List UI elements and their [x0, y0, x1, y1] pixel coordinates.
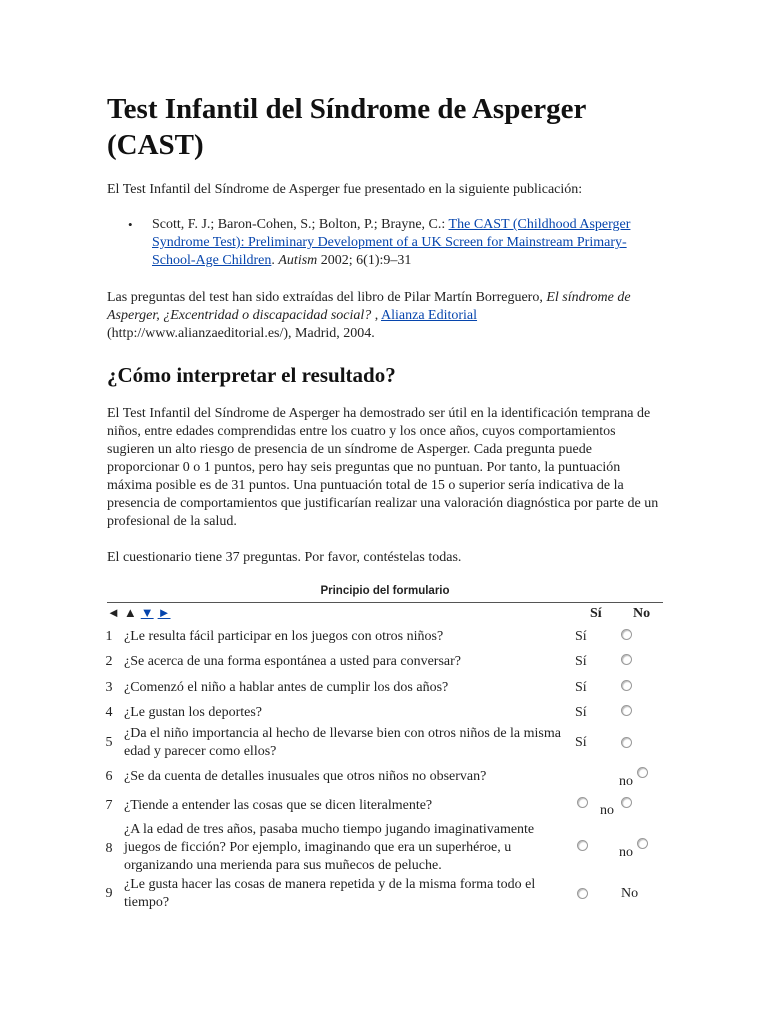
question-count-text: El cuestionario tiene 37 preguntas. Por favor, contéstelas todas.	[107, 550, 462, 565]
form-nav-row	[107, 604, 663, 624]
question-number: 2	[105, 654, 113, 669]
reference-list	[107, 216, 662, 270]
answer-no-radio[interactable]	[621, 654, 632, 665]
answer-alt-radio[interactable]	[637, 838, 648, 849]
question-text: ¿Se da cuenta de detalles inusuales que otros niños no observan?	[124, 769, 487, 784]
question-number: 3	[105, 680, 113, 695]
answer-no-label: no	[619, 845, 633, 860]
question-text: ¿Le resulta fácil participar en los juegos con otros niños?	[124, 629, 444, 644]
explanation-paragraph: El Test Infantil del Síndrome de Asperger ha demostrado ser útil en la identificación temprana de niños, entre edades comprendidas entre los cuatro y los once años, cuyos comportamientos sugieren un alto riesgo de presencia de un síndrome de Asperger. Cada pregunta puede proporcionar 0 o 1 puntos, pero hay seis preguntas que no puntuan. Por tanto, la puntuación máxima posible es de 31 puntos. Una puntuación total de 15 o superior sería indicativa de la presencia de comportamientos que justificarían realizar una valoración diagnóstica por parte de un profesional de la salud.	[107, 406, 659, 529]
answer-yes-radio[interactable]	[577, 888, 588, 899]
answer-yes-label: Sí	[575, 735, 587, 750]
answer-yes-radio[interactable]	[577, 840, 588, 851]
answer-no-label: No	[621, 886, 639, 901]
source-separator: ,	[371, 308, 379, 323]
reference-journal: Autism	[278, 253, 318, 268]
question-text: ¿A la edad de tres años, pasaba mucho tiempo jugando imaginativamente juegos de ficción? Por ejemplo, imaginando que era un superhéroe, u organizando una merienda para sus muñecos de peluche.	[124, 822, 535, 873]
book-title: El síndrome de Asperger, ¿Excentridad o discapacidad social?	[107, 290, 631, 323]
source-paragraph	[107, 289, 663, 343]
form-divider	[107, 602, 663, 603]
answer-no-radio[interactable]	[621, 680, 632, 691]
question-number: 4	[105, 705, 113, 720]
answer-no-label: no	[619, 774, 633, 789]
section-heading: ¿Cómo interpretar el resultado?	[107, 363, 396, 387]
question-number: 6	[105, 769, 113, 784]
nav-arrows	[107, 604, 171, 622]
question-row	[107, 821, 663, 875]
answer-no-label: no	[600, 803, 614, 818]
form-start-label: Principio del formulario	[320, 585, 450, 597]
answer-yes-radio[interactable]	[637, 767, 648, 778]
arrow-left-icon[interactable]: ◄	[107, 605, 120, 620]
answer-yes-label: Sí	[575, 629, 587, 644]
question-number: 9	[105, 886, 113, 901]
question-text: ¿Se acerca de una forma espontánea a usted para conversar?	[124, 654, 461, 669]
question-text: ¿Le gustan los deportes?	[124, 705, 263, 720]
reference-item: • Scott, F. J.; Baron-Cohen, S.; Bolton, P.; Brayne, C.: The CAST (Childhood Asperger Syndrome Test): Preliminary Development of a UK Screen for Mainstream Primary-School-Age Children. Autism 2002; 6(1):9–31	[152, 216, 662, 270]
question-row	[107, 627, 663, 647]
answer-yes-label: Sí	[575, 705, 587, 720]
arrow-right-icon[interactable]: ►	[157, 605, 171, 620]
question-number: 7	[105, 798, 113, 813]
source-url-text: (http://www.alianzaeditorial.es/), Madrid, 2004.	[107, 326, 375, 341]
question-row	[107, 703, 663, 723]
answer-yes-label: Sí	[575, 654, 587, 669]
arrow-down-icon[interactable]: ▼	[140, 605, 154, 620]
question-row	[107, 795, 663, 821]
question-number: 1	[105, 629, 113, 644]
question-text: ¿Le gusta hacer las cosas de manera repetida y de la misma forma todo el tiempo?	[124, 877, 536, 910]
reference-details: 2002; 6(1):9–31	[320, 253, 412, 268]
question-row	[107, 678, 663, 698]
question-text: ¿Da el niño importancia al hecho de llevarse bien con otros niños de la misma edad y parecer como ellos?	[124, 726, 561, 759]
answer-yes-label: Sí	[575, 680, 587, 695]
answer-yes-radio[interactable]	[577, 797, 588, 808]
answer-no-radio[interactable]	[621, 629, 632, 640]
page-title: Test Infantil del Síndrome de Asperger (CAST)	[107, 93, 586, 161]
answer-alt-radio[interactable]	[621, 797, 632, 808]
question-number: 5	[105, 735, 113, 750]
arrow-up-icon[interactable]: ▲	[123, 605, 137, 620]
column-header-yes: Sí	[590, 606, 602, 621]
question-text: ¿Tiende a entender las cosas que se dicen literalmente?	[124, 798, 433, 813]
question-number: 8	[105, 841, 113, 856]
question-row	[107, 767, 663, 793]
question-row	[107, 725, 663, 763]
column-header-no: No	[633, 606, 651, 621]
answer-no-radio[interactable]	[621, 705, 632, 716]
question-row	[107, 652, 663, 672]
reference-link[interactable]: The CAST (Childhood Asperger Syndrome Test): Preliminary Development of a UK Screen for Mainstream Primary-School-Age Children	[152, 217, 631, 268]
question-text: ¿Comenzó el niño a hablar antes de cumplir los dos años?	[124, 680, 449, 695]
reference-authors: Scott, F. J.; Baron-Cohen, S.; Bolton, P.; Brayne, C.:	[152, 217, 446, 232]
question-row	[107, 876, 663, 914]
source-text: Las preguntas del test han sido extraídas del libro de Pilar Martín Borreguero,	[107, 290, 543, 305]
intro-paragraph: El Test Infantil del Síndrome de Asperger fue presentado en la siguiente publicación:	[107, 182, 583, 197]
publisher-link[interactable]: Alianza Editorial	[381, 308, 478, 323]
answer-no-radio[interactable]	[621, 737, 632, 748]
